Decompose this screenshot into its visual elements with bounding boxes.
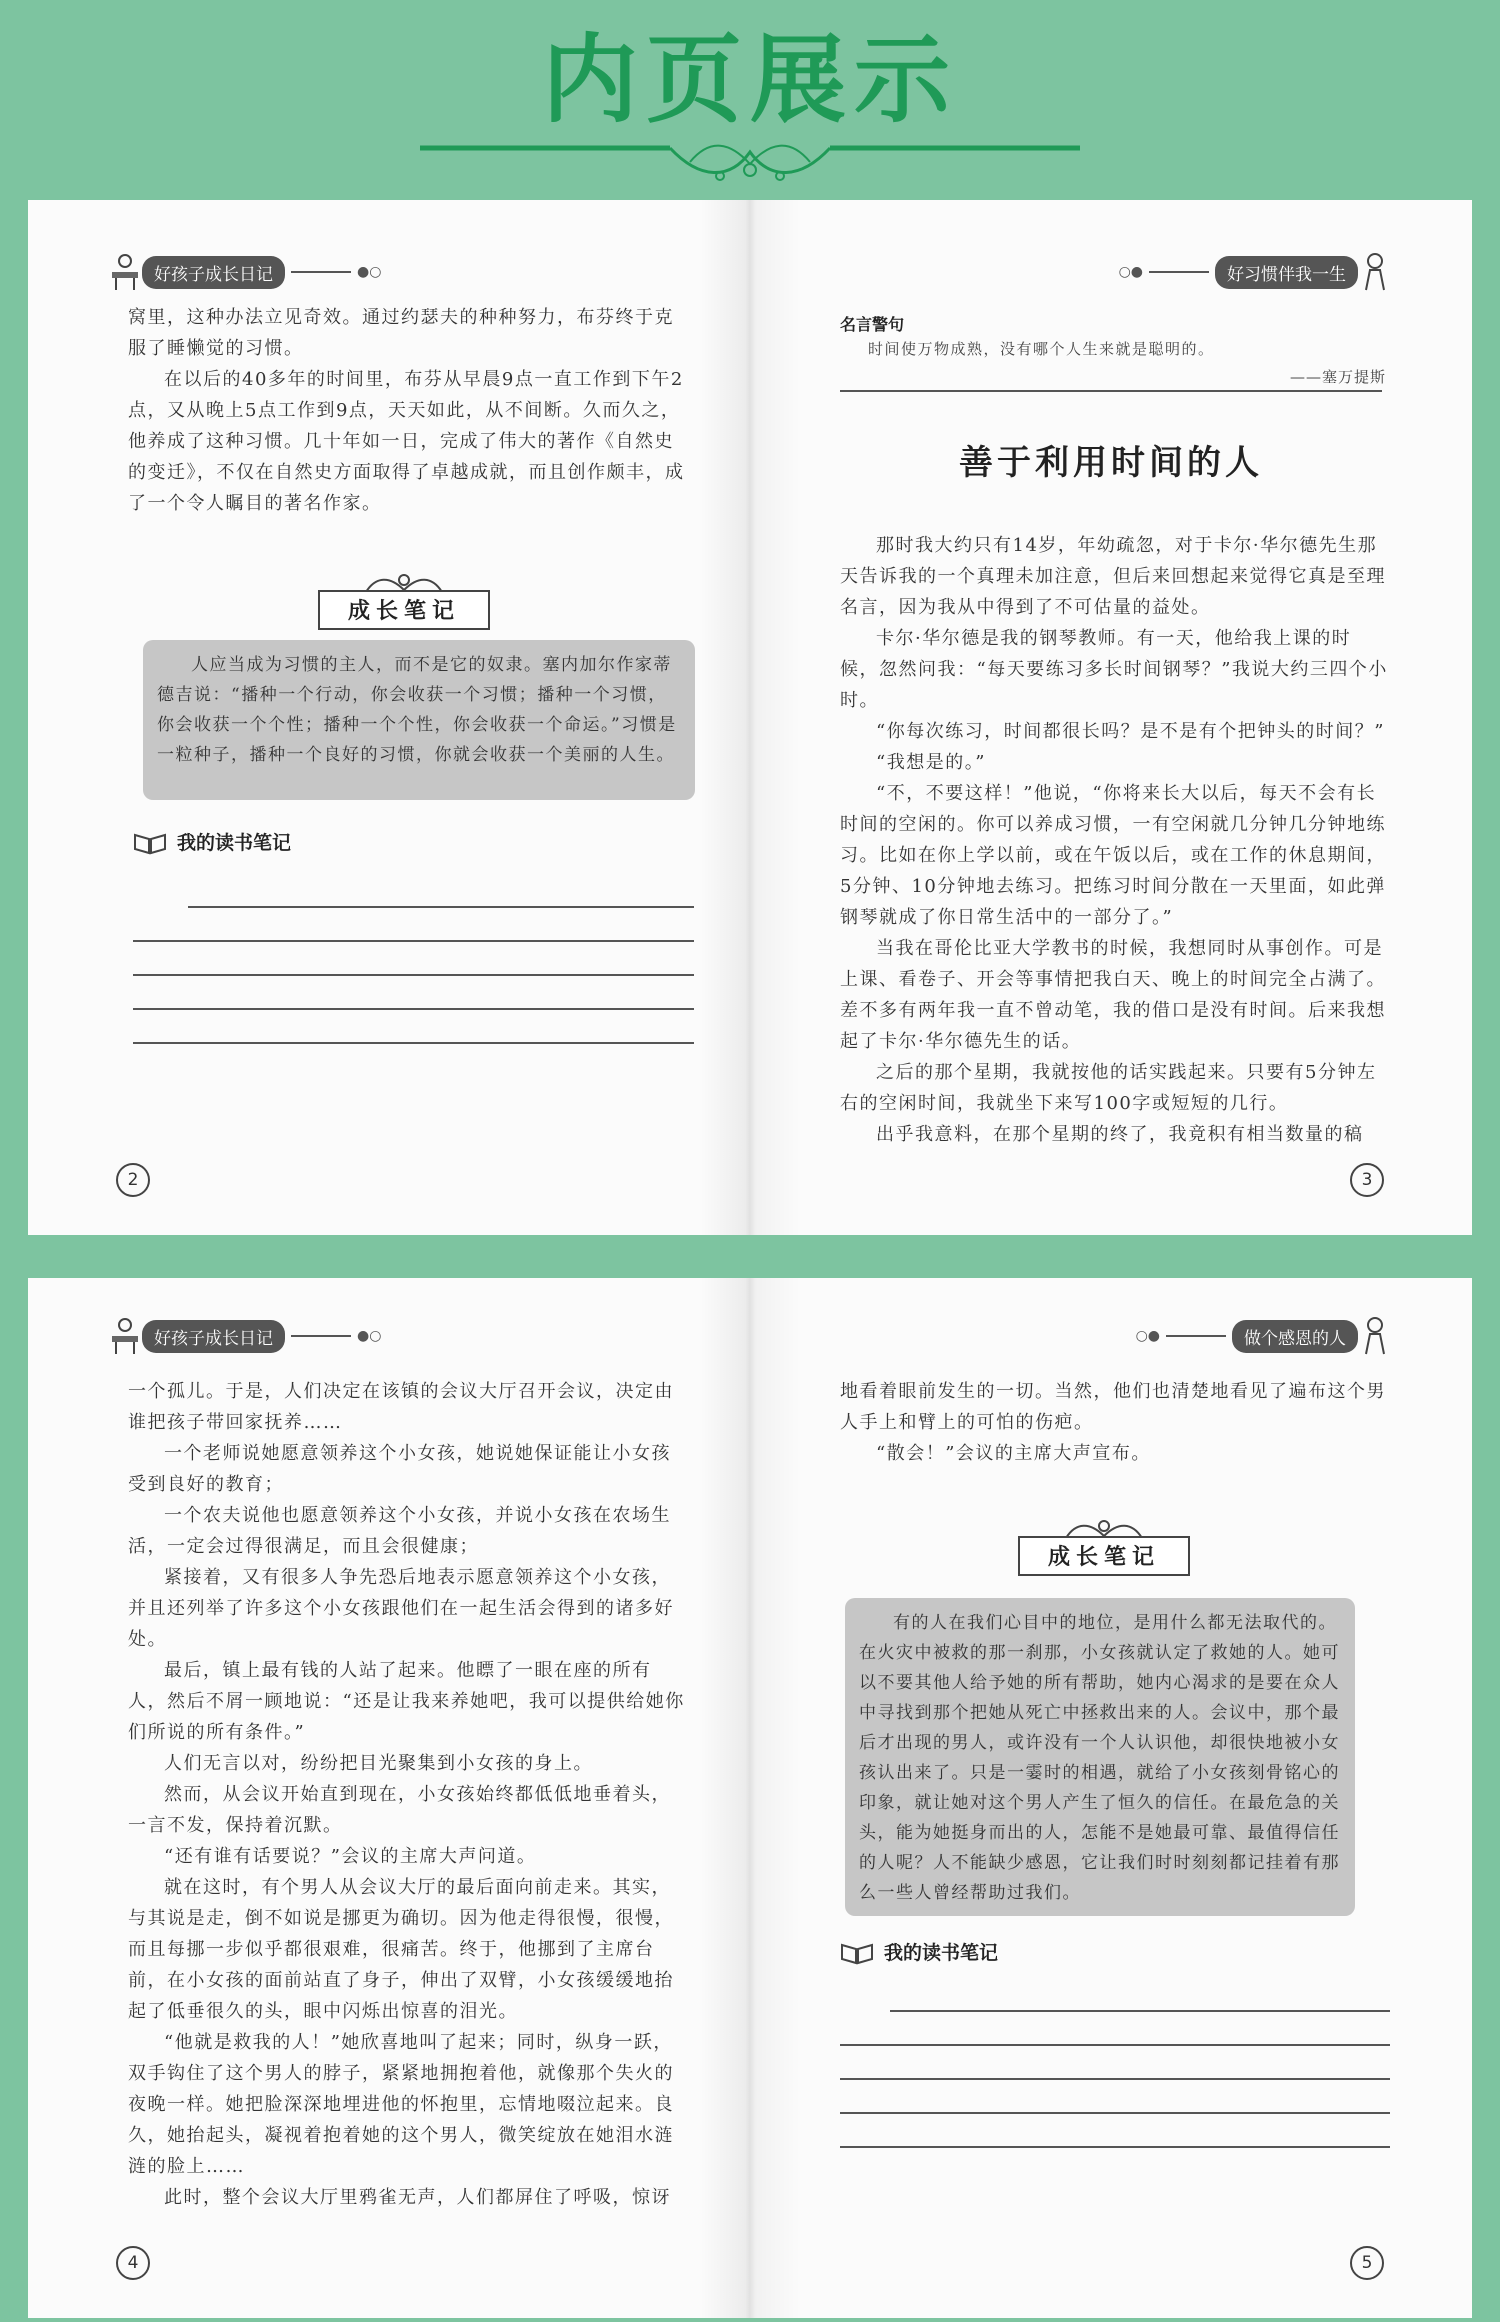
- writing-line: [840, 2112, 1390, 2114]
- page-3: [750, 200, 1472, 1235]
- page-2: [28, 200, 750, 1235]
- reading-notes-heading: [133, 828, 291, 855]
- writing-line: [133, 1042, 694, 1044]
- page-number: 3: [1350, 1163, 1384, 1197]
- header-label: 做个感恩的人: [1232, 1320, 1358, 1353]
- paragraph: 那时我大约只有14岁，年幼疏忽，对于卡尔·华尔德先生那天告诉我的一个真理未加注意，但后来回想起来觉得它真是至理名言，因为我从中得到了不可估量的益处。: [840, 535, 1386, 618]
- banner-title: 内页展示: [542, 24, 958, 136]
- page-header: [1119, 252, 1392, 292]
- paragraph: 此时，整个会议大厅里鸦雀无声，人们都屏住了呼吸，惊讶: [164, 2187, 671, 2208]
- note-text: 有的人在我们心目中的地位，是用什么都无法取代的。在火灾中被救的那一刹那，小女孩就认定了救她的人。她可以不要其他人给予她的所有帮助，她内心渴求的是要在众人中寻找到那个把她从死亡中拯救出来的人。会议中，那个最后才出现的男人，或许没有一个人认识他，却很快地被小女孩认出来了。只是一霎时的相遇，就给了小女孩刻骨铭心的印象，就让她对这个男人产生了恒久的信任。在最危急的关头，能为她挺身而出的人，怎能不是她最可靠、最值得信任的人呢？人不能缺少感恩，它让我们时时刻刻都记挂着有那么一些人曾经帮助过我们。: [859, 1613, 1340, 1903]
- page-header: [108, 252, 381, 292]
- paragraph: 一个农夫说他也愿意领养这个小女孩，并说小女孩在农场生活，一定会过得很满足，而且会很健康；: [128, 1505, 671, 1557]
- header-dots-icon: ●○: [357, 1328, 382, 1344]
- growth-notes-heading: [318, 572, 490, 628]
- paragraph: 之后的那个星期，我就按他的话实践起来。只要有5分钟左右的空闲时间，我就坐下来写100字或短短的几行。: [840, 1062, 1377, 1114]
- quote-text: 时间使万物成熟，没有哪个人生来就是聪明的。: [868, 340, 1215, 358]
- paragraph: 人们无言以对，纷纷把目光聚集到小女孩的身上。: [164, 1753, 593, 1774]
- heading-text: 成长笔记: [1047, 1544, 1160, 1570]
- writing-line: [840, 2146, 1390, 2148]
- writing-line: [133, 1008, 694, 1010]
- book-spread-2: [28, 1278, 1472, 2318]
- page-number: 5: [1350, 2246, 1384, 2280]
- flourish-ornament: [420, 140, 1080, 190]
- paragraph: 就在这时，有个男人从会议大厅的最后面向前走来。其实，与其说是走，倒不如说是挪更为确切。因为他走得很慢，很慢，而且每挪一步似乎都很艰难，很痛苦。终于，他挪到了主席台前，在小女孩的面前站直了身子，伸出了双臂，小女孩缓缓地抬起了低垂很久的头，眼中闪烁出惊喜的泪光。: [128, 1877, 674, 2022]
- paragraph: 一个老师说她愿意领养这个小女孩，她说她保证能让小女孩受到良好的教育；: [128, 1443, 671, 1495]
- writing-line: [133, 974, 694, 976]
- child-figure-icon: [1358, 252, 1392, 292]
- header-dots-icon: ○●: [1118, 264, 1143, 280]
- header-dots-icon: ○●: [1135, 1328, 1160, 1344]
- paragraph: “还有谁有话要说？”会议的主席大声问道。: [164, 1846, 537, 1867]
- paragraph: “你每次练习，时间都很长吗？是不是有个把钟头的时间？”: [876, 721, 1385, 742]
- body-text: [128, 1376, 688, 2213]
- paragraph: 卡尔·华尔德是我的钢琴教师。有一天，他给我上课的时候，忽然问我：“每天要练习多长时间钢琴？”我说大约三四个小时。: [840, 628, 1388, 711]
- body-text: [840, 530, 1388, 1150]
- page-4: [28, 1278, 750, 2318]
- student-desk-icon: [108, 1316, 142, 1356]
- page-header: [1136, 1316, 1392, 1356]
- paragraph: 出乎我意料，在那个星期的终了，我竟积有相当数量的稿: [876, 1124, 1364, 1145]
- paragraph: “不，不要这样！”他说，“你将来长大以后，每天不会有长时间的空闲的。你可以养成习惯，一有空闲就几分钟几分钟地练习。比如在你上学以前，或在午饭以后，或在工作的休息期间，5分钟、10分钟地去练习。把练习时间分散在一天里面，如此弹钢琴就成了你日常生活中的一部分了。”: [840, 783, 1386, 928]
- paragraph: 最后，镇上最有钱的人站了起来。他瞟了一眼在座的所有人，然后不屑一顾地说：“还是让我来养她吧，我可以提供给她你们所说的所有条件。”: [128, 1660, 685, 1743]
- student-desk-icon: [108, 252, 142, 292]
- writing-line: [188, 906, 694, 908]
- header-line: [291, 271, 351, 273]
- open-book-icon: [133, 829, 167, 855]
- child-figure-icon: [1358, 1316, 1392, 1356]
- reading-label: 我的读书笔记: [177, 832, 292, 854]
- note-text: 人应当成为习惯的主人，而不是它的奴隶。塞内加尔作家蒂德吉说：“播种一个行动，你会收获一个习惯；播种一个习惯，你会收获一个个性；播种一个个性，你会收获一个命运。”习惯是一粒种子，播种一个良好的习惯，你就会收获一个美丽的人生。: [157, 655, 677, 765]
- heading-text: 成长笔记: [347, 598, 460, 624]
- header-line: [1166, 1335, 1226, 1337]
- quote-divider: [840, 390, 1382, 392]
- header-line: [1149, 271, 1209, 273]
- paragraph: 然而，从会议开始直到现在，小女孩始终都低低地垂着头，一言不发，保持着沉默。: [128, 1784, 671, 1836]
- paragraph: 窝里，这种办法立见奇效。通过约瑟夫的种种努力，布芬终于克服了睡懒觉的习惯。: [128, 307, 674, 359]
- paragraph: “散会！”会议的主席大声宣布。: [876, 1443, 1151, 1464]
- header-label: 好孩子成长日记: [142, 256, 285, 289]
- page-number: 4: [116, 2246, 150, 2280]
- reading-notes-heading: [840, 1938, 998, 1965]
- reading-label: 我的读书笔记: [884, 1942, 999, 1964]
- article-title: 善于利用时间的人: [959, 443, 1263, 483]
- growth-notes-box: [845, 1598, 1355, 1916]
- writing-line: [840, 2078, 1390, 2080]
- book-spread-1: [28, 200, 1472, 1235]
- header-label: 好习惯伴我一生: [1215, 256, 1358, 289]
- paragraph: 紧接着，又有很多人争先恐后地表示愿意领养这个小女孩，并且还列举了许多这个小女孩跟他们在一起生活会得到的诸多好处。: [128, 1567, 674, 1650]
- writing-line: [840, 2044, 1390, 2046]
- paragraph: “他就是救我的人！”她欣喜地叫了起来；同时，纵身一跃，双手钩住了这个男人的脖子，紧紧地拥抱着他，就像那个失火的夜晚一样。她把脸深深地埋进他的怀抱里，忘情地啜泣起来。良久，她抬起头，凝视着抱着她的这个男人，微笑绽放在她泪水涟涟的脸上……: [128, 2032, 674, 2177]
- paragraph: 在以后的40多年的时间里，布芬从早晨9点一直工作到下午2点，又从晚上5点工作到9点，天天如此，从不间断。久而久之，他养成了这种习惯。几十年如一日，完成了伟大的著作《自然史的变迁》，不仅在自然史方面取得了卓越成就，而且创作颇丰，成了一个令人瞩目的著名作家。: [128, 369, 685, 514]
- body-text: [840, 1376, 1388, 1469]
- header-dots-icon: ●○: [357, 264, 382, 280]
- page-number: 2: [116, 1163, 150, 1197]
- writing-line: [133, 940, 694, 942]
- writing-line: [890, 2010, 1390, 2012]
- body-text: [128, 302, 688, 519]
- open-book-icon: [840, 1939, 874, 1965]
- paragraph: 一个孤儿。于是，人们决定在该镇的会议大厅召开会议，决定由谁把孩子带回家抚养……: [128, 1381, 674, 1433]
- quote-author: ——塞万提斯: [1290, 368, 1387, 386]
- page-header: [108, 1316, 381, 1356]
- quote-label: 名言警句: [840, 315, 905, 334]
- page-5: [750, 1278, 1472, 2318]
- header-line: [291, 1335, 351, 1337]
- growth-notes-heading: [1018, 1518, 1190, 1574]
- paragraph: 地看着眼前发生的一切。当然，他们也清楚地看见了遍布这个男人手上和臂上的可怕的伤疤。: [840, 1381, 1386, 1433]
- paragraph: “我想是的。”: [876, 752, 986, 773]
- header-label: 好孩子成长日记: [142, 1320, 285, 1353]
- paragraph: 当我在哥伦比亚大学教书的时候，我想同时从事创作。可是上课、看卷子、开会等事情把我白天、晚上的时间完全占满了。差不多有两年我一直不曾动笔，我的借口是没有时间。后来我想起了卡尔·华尔德先生的话。: [840, 938, 1386, 1052]
- growth-notes-box: [143, 640, 695, 800]
